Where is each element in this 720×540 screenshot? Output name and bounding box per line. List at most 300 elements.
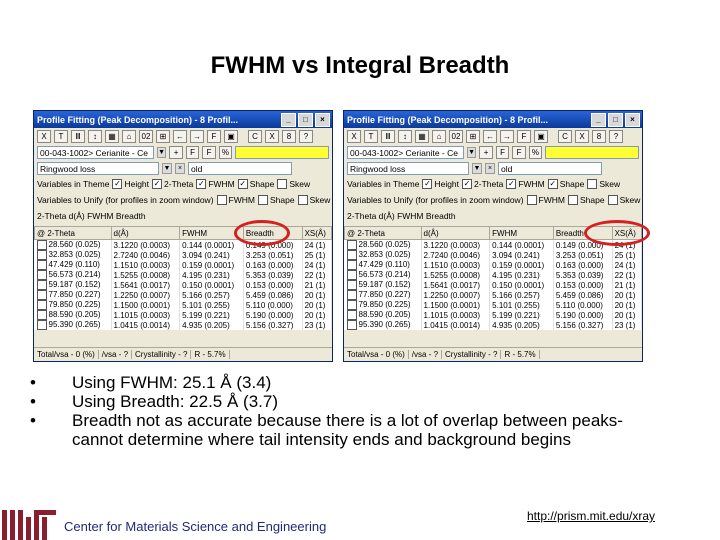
cell-value: 3.253 (0.051) <box>245 250 294 260</box>
cell-value: 5.101 (0.255) <box>182 300 230 310</box>
table-cell-checkbox[interactable] <box>35 280 112 290</box>
row-checkbox[interactable] <box>37 310 47 320</box>
row-checkbox[interactable] <box>37 280 47 290</box>
window-title-bar[interactable] <box>34 111 332 128</box>
table-cell-checkbox[interactable] <box>345 250 422 260</box>
cell-value: 0.159 (0.0001) <box>492 260 545 270</box>
table-cell-checkbox[interactable] <box>345 320 422 330</box>
cell-value: 21 (1) <box>614 280 636 290</box>
cell-value: 4.195 (0.231) <box>182 270 230 280</box>
updown-icon[interactable]: ↕ <box>398 130 412 143</box>
chevron-down-icon[interactable]: ▼ <box>163 164 171 172</box>
arrow-left-icon[interactable]: ← <box>483 130 497 143</box>
cell-value: 5.459 (0.086) <box>245 290 294 300</box>
table-cell-checkbox[interactable] <box>345 290 422 300</box>
grid-icon[interactable]: ▦ <box>105 130 119 143</box>
table-cell <box>111 310 180 320</box>
updown-icon[interactable]: ↕ <box>88 130 102 143</box>
table-cell <box>243 280 302 290</box>
row-checkbox[interactable] <box>347 260 357 270</box>
row-checkbox[interactable] <box>347 280 357 290</box>
column-header[interactable]: d(Å) <box>421 227 490 240</box>
table-cell <box>490 280 554 290</box>
table-cell <box>302 260 331 270</box>
cell-value: 1.1510 (0.0003) <box>113 260 171 270</box>
table-cell <box>490 290 554 300</box>
two-theta-checkbox[interactable]: ✓ 2-Theta <box>462 179 503 189</box>
table-cell <box>180 260 244 270</box>
table-cell <box>180 240 244 251</box>
home-icon[interactable]: ⌂ <box>122 130 136 143</box>
chevron-down-icon[interactable]: ▼ <box>473 164 481 172</box>
unify-skew-checkbox[interactable]: Skew <box>608 195 641 205</box>
cell-value: 25 (1) <box>304 250 326 260</box>
table-cell <box>302 270 331 280</box>
copy-button[interactable]: C <box>558 130 572 143</box>
cell-value: 0.153 (0.000) <box>555 280 604 290</box>
table-cell <box>421 290 490 300</box>
table-cell <box>111 300 180 310</box>
table-cell <box>302 240 331 251</box>
skew-checkbox[interactable]: Skew <box>277 179 310 189</box>
cell-value: 24 (1) <box>614 240 636 250</box>
table-cell <box>180 300 244 310</box>
cell-value: 32.853 (0.025) <box>48 250 101 260</box>
unify-label: Variables to Unify (for profiles in zoom window) <box>347 195 524 205</box>
row-checkbox[interactable] <box>37 270 47 280</box>
table-cell-checkbox[interactable] <box>345 270 422 280</box>
table-cell <box>243 250 302 260</box>
cell-value: 5.190 (0.000) <box>555 310 604 320</box>
step-button[interactable]: 02 <box>449 130 463 143</box>
profile-icon[interactable]: Ⅲ <box>381 130 395 143</box>
row-checkbox[interactable] <box>347 250 357 260</box>
cell-value: 5.166 (0.257) <box>182 290 230 300</box>
table-cell-checkbox[interactable] <box>345 240 422 251</box>
cell-value: 59.187 (0.152) <box>48 280 101 290</box>
cancel-button[interactable]: X <box>265 130 279 143</box>
footer-organization: Center for Materials Science and Engineering <box>64 519 327 534</box>
unify-label: Variables to Unify (for profiles in zoom window) <box>37 195 214 205</box>
table-row[interactable] <box>35 250 332 260</box>
cell-value: 47.429 (0.110) <box>358 260 410 270</box>
table-row[interactable] <box>35 260 332 270</box>
table-row[interactable] <box>345 280 642 290</box>
status-crystallinity: Crystallinity - ? <box>442 350 501 359</box>
table-cell <box>490 310 554 320</box>
table-cell-checkbox[interactable] <box>35 250 112 260</box>
cell-value: 0.163 (0.000) <box>555 260 604 270</box>
add-button[interactable]: + <box>479 146 492 159</box>
chevron-down-icon[interactable]: ▼ <box>158 148 166 156</box>
cell-value: 2.7240 (0.0046) <box>113 250 171 260</box>
table-cell <box>490 250 554 260</box>
cell-value: 21 (1) <box>304 280 326 290</box>
row-checkbox[interactable] <box>347 240 357 250</box>
cell-value: 56.573 (0.214) <box>358 270 411 280</box>
cell-value: 20 (1) <box>614 310 636 320</box>
fwhm-checkbox[interactable]: ✓ FWHM <box>506 179 544 189</box>
add-button[interactable]: + <box>169 146 182 159</box>
toolbar-1 <box>34 128 332 144</box>
cell-value: 3.094 (0.241) <box>492 250 540 260</box>
table-cell <box>421 250 490 260</box>
close-button[interactable]: × <box>315 113 330 127</box>
toolbar-2 <box>34 144 332 160</box>
shape-checkbox[interactable]: ✓ Shape <box>548 179 585 189</box>
cell-value: 5.110 (0.000) <box>245 300 293 310</box>
maximize-button[interactable]: □ <box>298 113 313 127</box>
cell-value: 1.5641 (0.0017) <box>113 280 171 290</box>
cell-value: 1.5641 (0.0017) <box>423 280 481 290</box>
fwhm-highlight-circle <box>234 220 290 246</box>
table-cell <box>111 240 180 251</box>
highlight-field[interactable] <box>235 146 329 159</box>
table-row[interactable] <box>345 290 642 300</box>
bullet-item: • Using FWHM: 25.1 Å (3.4) <box>30 373 272 392</box>
bullet-list <box>28 373 708 449</box>
fit-button[interactable]: F <box>517 130 531 143</box>
filter-button[interactable]: F <box>496 146 509 159</box>
table-cell-checkbox[interactable] <box>345 260 422 270</box>
status-r: R - 5.7% <box>501 350 539 359</box>
table-icon[interactable]: ⊞ <box>466 130 480 143</box>
table-cell-checkbox[interactable] <box>345 310 422 320</box>
cell-value: 1.2250 (0.0007) <box>113 290 171 300</box>
cell-value: 1.1500 (0.0001) <box>113 300 171 310</box>
cell-value: 1.1510 (0.0003) <box>423 260 481 270</box>
column-header[interactable]: XS(Å) <box>302 227 331 240</box>
row-checkbox[interactable] <box>37 290 47 300</box>
filter2-button[interactable]: F <box>202 146 215 159</box>
text-tool-icon[interactable]: T <box>364 130 378 143</box>
report-columns-label: 2-Theta d(Å) FWHM Breadth <box>37 211 146 221</box>
cell-value: 79.850 (0.225) <box>358 300 411 310</box>
bullet-item: • Breadth not as accurate because there is a lot of overlap between peaks- cannot determine where tail intensity ends and background begins <box>30 411 623 449</box>
table-cell <box>421 260 490 270</box>
unify-skew-checkbox[interactable]: Skew <box>298 195 331 205</box>
footer-url-link[interactable]: http://prism.mit.edu/xray <box>527 509 656 523</box>
cell-value: 47.429 (0.110) <box>48 260 100 270</box>
close-icon[interactable]: × <box>485 163 495 174</box>
report-icon[interactable]: ▣ <box>534 130 548 143</box>
cell-value: 88.590 (0.205) <box>358 310 411 320</box>
window-title: Profile Fitting (Peak Decomposition) - 8 Profil... <box>37 114 239 125</box>
cell-value: 2.7240 (0.0046) <box>423 250 481 260</box>
slide-title: FWHM vs Integral Breadth <box>210 52 510 79</box>
row-checkbox[interactable] <box>37 320 47 330</box>
cell-value: 24 (1) <box>304 260 326 270</box>
row-checkbox[interactable] <box>37 240 47 250</box>
table-cell <box>243 300 302 310</box>
cell-value: 22 (1) <box>614 270 636 280</box>
cell-value: 0.150 (0.0001) <box>182 280 235 290</box>
window-title-bar[interactable] <box>344 111 642 128</box>
table-cell <box>111 320 180 330</box>
cell-value: 1.2250 (0.0007) <box>423 290 481 300</box>
table-row[interactable] <box>35 280 332 290</box>
cell-value: 5.459 (0.086) <box>555 290 604 300</box>
bullet-item: • Using Breadth: 22.5 Å (3.7) <box>30 392 279 411</box>
table-cell <box>302 310 331 320</box>
filter-button[interactable]: F <box>186 146 199 159</box>
delete-icon[interactable]: X <box>347 130 361 143</box>
cell-value: 28.560 (0.025) <box>358 240 411 250</box>
table-cell <box>612 300 641 310</box>
cell-value: 5.166 (0.257) <box>492 290 540 300</box>
table-cell <box>553 280 612 290</box>
report-icon[interactable]: ▣ <box>224 130 238 143</box>
table-row[interactable] <box>345 310 642 320</box>
table-cell <box>553 320 612 330</box>
close-button[interactable]: × <box>625 113 640 127</box>
table-cell <box>111 290 180 300</box>
close-icon[interactable]: × <box>175 163 185 174</box>
minimize-button[interactable]: _ <box>591 113 606 127</box>
row-checkbox[interactable] <box>37 250 47 260</box>
cell-value: 0.150 (0.0001) <box>492 280 545 290</box>
column-header[interactable]: @ 2-Theta <box>35 227 112 240</box>
row-checkbox[interactable] <box>347 310 357 320</box>
table-cell <box>553 270 612 280</box>
table-cell-checkbox[interactable] <box>35 320 112 330</box>
table-cell <box>111 280 180 290</box>
cell-value: 1.0415 (0.0014) <box>423 320 481 330</box>
cell-value: 20 (1) <box>304 310 326 320</box>
status-r: R - 5.7% <box>191 350 229 359</box>
table-cell <box>490 300 554 310</box>
column-header[interactable]: FWHM <box>180 227 244 240</box>
cell-value: 25 (1) <box>614 250 636 260</box>
step-button[interactable]: 02 <box>139 130 153 143</box>
profile-icon[interactable]: Ⅲ <box>71 130 85 143</box>
unify-row <box>344 192 642 208</box>
cell-value: 1.5255 (0.0008) <box>113 270 171 280</box>
column-header[interactable]: FWHM <box>490 227 554 240</box>
table-cell <box>111 260 180 270</box>
pdf-reference-field[interactable]: 00-043-1002> Cerianite - Ce <box>37 146 154 159</box>
cell-value: 77.850 (0.227) <box>358 290 411 300</box>
copy-button[interactable]: C <box>248 130 262 143</box>
shape-checkbox[interactable]: ✓ Shape <box>238 179 275 189</box>
cell-value: 0.149 (0.000) <box>245 240 294 250</box>
table-cell <box>421 270 490 280</box>
table-row[interactable] <box>35 300 332 310</box>
fwhm-checkbox[interactable]: ✓ FWHM <box>196 179 234 189</box>
table-row[interactable] <box>345 320 642 330</box>
table-cell <box>180 280 244 290</box>
table-cell <box>553 250 612 260</box>
maximize-button[interactable]: □ <box>608 113 623 127</box>
peak-table <box>34 226 332 330</box>
cell-value: 5.101 (0.255) <box>492 300 540 310</box>
table-cell-checkbox[interactable] <box>345 300 422 310</box>
height-checkbox[interactable]: ✓ Height <box>112 179 149 189</box>
cell-value: 0.163 (0.000) <box>245 260 294 270</box>
table-row[interactable] <box>35 240 332 251</box>
cell-value: 3.253 (0.051) <box>555 250 604 260</box>
table-cell <box>612 320 641 330</box>
table-cell <box>302 250 331 260</box>
table-cell <box>243 310 302 320</box>
unify-shape-checkbox[interactable]: Shape <box>568 195 605 205</box>
table-cell <box>490 320 554 330</box>
table-cell <box>243 290 302 300</box>
column-header[interactable]: @ 2-Theta <box>345 227 422 240</box>
table-cell <box>111 250 180 260</box>
table-cell <box>302 320 331 330</box>
count-button[interactable]: 8 <box>592 130 606 143</box>
status-total: Total/vsa - 0 (%) <box>34 350 99 359</box>
cell-value: 28.560 (0.025) <box>48 240 101 250</box>
table-row[interactable] <box>35 290 332 300</box>
table-cell <box>553 310 612 320</box>
table-cell-checkbox[interactable] <box>35 260 112 270</box>
cell-value: 1.1015 (0.0003) <box>423 310 481 320</box>
table-row[interactable] <box>345 300 642 310</box>
highlight-field[interactable] <box>545 146 639 159</box>
table-cell <box>421 280 490 290</box>
phase-name-field[interactable]: Ringwood loss <box>37 162 159 175</box>
column-header[interactable]: Breadth <box>553 227 612 240</box>
cell-value: 0.153 (0.000) <box>245 280 294 290</box>
column-header[interactable]: Breadth <box>243 227 302 240</box>
home-icon[interactable]: ⌂ <box>432 130 446 143</box>
grid-icon[interactable]: ▦ <box>415 130 429 143</box>
table-cell-checkbox[interactable] <box>35 300 112 310</box>
table-cell <box>490 270 554 280</box>
cell-value: 4.195 (0.231) <box>492 270 540 280</box>
table-row[interactable] <box>345 250 642 260</box>
table-cell-checkbox[interactable] <box>35 270 112 280</box>
table-cell <box>553 260 612 270</box>
variables-label: Variables in Theme <box>37 179 110 189</box>
fit-button[interactable]: F <box>207 130 221 143</box>
row-checkbox[interactable] <box>347 270 357 280</box>
row-checkbox[interactable] <box>347 300 357 310</box>
cell-value: 24 (1) <box>304 240 326 250</box>
table-cell-checkbox[interactable] <box>35 310 112 320</box>
table-icon[interactable]: ⊞ <box>156 130 170 143</box>
cell-value: 23 (1) <box>304 320 326 330</box>
filter2-button[interactable]: F <box>512 146 525 159</box>
cell-value: 20 (1) <box>614 290 636 300</box>
arrow-left-icon[interactable]: ← <box>173 130 187 143</box>
row-checkbox[interactable] <box>37 260 47 270</box>
toolbar-1 <box>344 128 642 144</box>
table-row[interactable] <box>35 320 332 330</box>
table-cell-checkbox[interactable] <box>35 240 112 251</box>
column-header[interactable]: XS(Å) <box>612 227 641 240</box>
status-vsa: /vsa - ? <box>99 350 132 359</box>
variables-row <box>344 176 642 192</box>
cell-value: 5.110 (0.000) <box>555 300 603 310</box>
mit-logo <box>0 505 60 540</box>
table-cell <box>243 260 302 270</box>
table-row[interactable] <box>345 270 642 280</box>
variables-label: Variables in Theme <box>347 179 420 189</box>
phase-filter-field[interactable]: old <box>498 162 602 175</box>
percent-button[interactable]: % <box>219 146 232 159</box>
unify-fwhm-checkbox[interactable]: FWHM <box>527 195 565 205</box>
column-header[interactable]: d(Å) <box>111 227 180 240</box>
table-cell <box>490 260 554 270</box>
table-cell-checkbox[interactable] <box>345 280 422 290</box>
cell-value: 88.590 (0.205) <box>48 310 101 320</box>
table-cell <box>243 320 302 330</box>
cell-value: 1.5255 (0.0008) <box>423 270 481 280</box>
unify-row <box>34 192 332 208</box>
cell-value: 0.159 (0.0001) <box>182 260 235 270</box>
table-row[interactable] <box>35 270 332 280</box>
unify-shape-checkbox[interactable]: Shape <box>258 195 295 205</box>
chevron-down-icon[interactable]: ▼ <box>468 148 476 156</box>
cell-value: 0.144 (0.0001) <box>182 240 235 250</box>
table-cell <box>180 320 244 330</box>
phase-name-field[interactable]: Ringwood loss <box>347 162 469 175</box>
height-checkbox[interactable]: ✓ Height <box>422 179 459 189</box>
cell-value: 5.353 (0.039) <box>555 270 604 280</box>
cancel-button[interactable]: X <box>575 130 589 143</box>
count-button[interactable]: 8 <box>282 130 296 143</box>
pdf-reference-field[interactable]: 00-043-1002> Cerianite - Ce <box>347 146 464 159</box>
breadth-highlight-circle <box>584 220 650 246</box>
row-checkbox[interactable] <box>37 300 47 310</box>
phase-filter-field[interactable]: old <box>188 162 292 175</box>
table-cell <box>612 250 641 260</box>
minimize-button[interactable]: _ <box>281 113 296 127</box>
table-cell <box>421 320 490 330</box>
cell-value: 1.1015 (0.0003) <box>113 310 171 320</box>
table-cell-checkbox[interactable] <box>35 290 112 300</box>
cell-value: 4.935 (0.205) <box>182 320 230 330</box>
table-cell <box>302 280 331 290</box>
unify-fwhm-checkbox[interactable]: FWHM <box>217 195 255 205</box>
status-crystallinity: Crystallinity - ? <box>132 350 191 359</box>
percent-button[interactable]: % <box>529 146 542 159</box>
table-cell <box>612 260 641 270</box>
table-cell <box>302 300 331 310</box>
cell-value: 95.390 (0.265) <box>358 320 411 330</box>
cell-value: 23 (1) <box>614 320 636 330</box>
cell-value: 0.149 (0.000) <box>555 240 604 250</box>
arrow-right-icon[interactable]: → <box>190 130 204 143</box>
arrow-right-icon[interactable]: → <box>500 130 514 143</box>
table-cell <box>180 250 244 260</box>
two-theta-checkbox[interactable]: ✓ 2-Theta <box>152 179 193 189</box>
table-row[interactable] <box>35 310 332 320</box>
table-cell <box>302 290 331 300</box>
help-icon[interactable]: ? <box>609 130 623 143</box>
text-tool-icon[interactable]: T <box>54 130 68 143</box>
report-columns-label: 2-Theta d(Å) FWHM Breadth <box>347 211 456 221</box>
cell-value: 1.1500 (0.0001) <box>423 300 481 310</box>
table-cell <box>490 240 554 251</box>
skew-checkbox[interactable]: Skew <box>587 179 620 189</box>
delete-icon[interactable]: X <box>37 130 51 143</box>
table-cell <box>243 270 302 280</box>
help-icon[interactable]: ? <box>299 130 313 143</box>
row-checkbox[interactable] <box>347 290 357 300</box>
table-cell <box>553 300 612 310</box>
cell-value: 0.144 (0.0001) <box>492 240 545 250</box>
cell-value: 32.853 (0.025) <box>358 250 411 260</box>
cell-value: 59.187 (0.152) <box>358 280 411 290</box>
table-row[interactable] <box>345 260 642 270</box>
row-checkbox[interactable] <box>347 320 357 330</box>
cell-value: 56.573 (0.214) <box>48 270 101 280</box>
status-total: Total/vsa - 0 (%) <box>344 350 409 359</box>
